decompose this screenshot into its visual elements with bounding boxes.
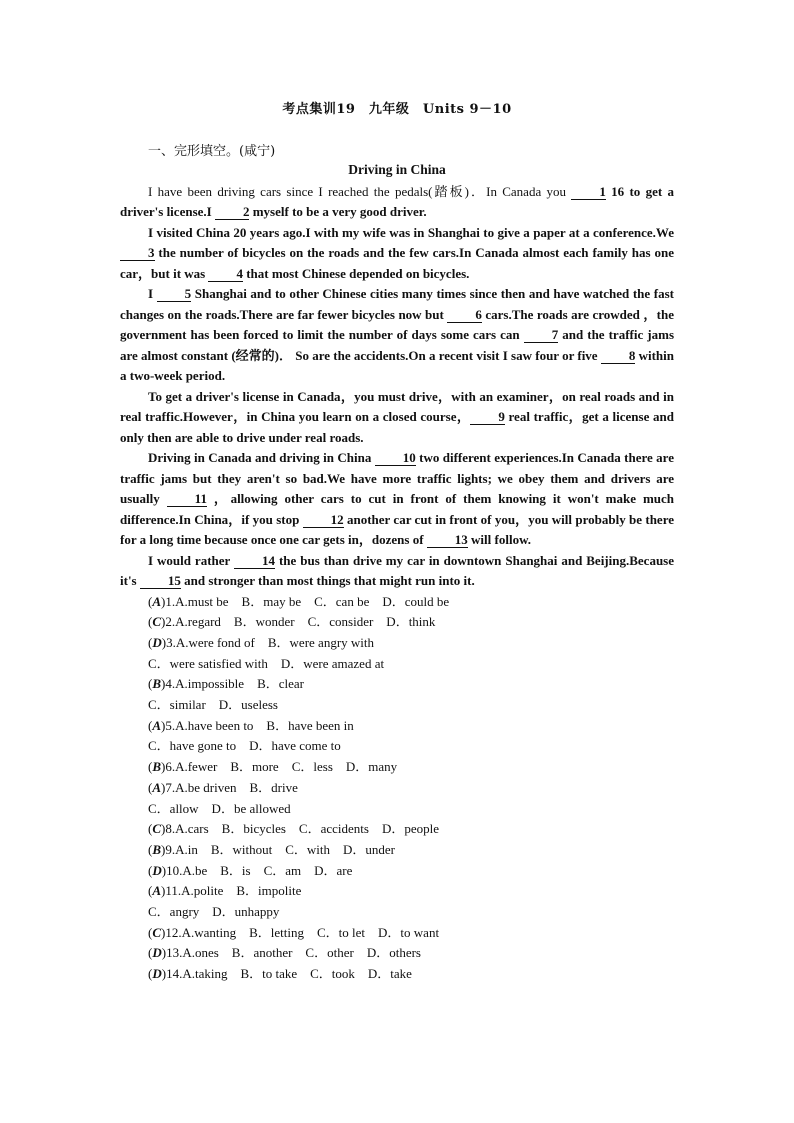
question-11-options-cont: C．angry D．unhappy [148,904,280,920]
text: I [148,286,157,301]
blank-6: 6 [447,307,482,323]
text: cars.The roads are crowded ，the government has been forced to limit the number of days some cars can [120,306,674,342]
blank-5: 5 [157,286,192,302]
question-list [120,592,674,985]
question-14: (D)14.A.taking B．to take C．took D．take [148,966,412,982]
blank-14: 14 [234,553,275,569]
question-4: (B)4.A.impossible B．clear [148,676,304,692]
question-options: )9.A.in B．without C．with D．under [161,841,396,857]
question-13: (D)13.A.ones B．another C．other D．others [148,945,421,961]
text: real traffic，get a license and only then are able to drive under real roads. [120,409,674,445]
blank-10: 10 [375,450,416,466]
passage-title: Driving in China [348,162,446,177]
question-9: (B)9.A.in B．without C．with D．under [148,841,396,857]
text: Shanghai and to other Chinese cities many times since then and have watched the fast changes on the roads.There are far fewer bicycles now but [120,286,675,322]
question-options: )8.A.cars B．bicycles C．accidents D．people [161,821,439,837]
page-title: 考点集训19 九年级 Units 9－10 [282,102,512,117]
answer-letter: C [152,821,162,837]
text: myself to be a very good driver. [249,204,427,219]
answer-letter: D [152,634,162,650]
question-3-options-cont: C．were satisfied with D．were amazed at [148,655,385,671]
question-options: )4.A.impossible B．clear [161,676,304,692]
paragraph-4 [120,387,674,449]
answer-letter: A [152,593,162,609]
question-5: (A)5.A.have been to B．have been in [148,717,354,733]
answer-letter: B [152,759,162,775]
blank-1: 1 [571,184,606,200]
answer-letter: A [152,779,162,795]
answer-letter: C [152,924,162,940]
question-options: )13.A.ones B．another C．other D．others [161,945,421,961]
question-4-options-cont: C．similar D．useless [148,697,278,713]
text: I have been driving cars since I reached the pedals(踏板)．In Canada you [148,183,572,199]
answer-letter: D [152,862,162,878]
paragraph-6 [120,551,674,592]
question-1: (A)1.A.must be B．may be C．can be D．could be [148,593,450,609]
text: another car cut in front of you，you will probably be there for a long time because once one car gets in，dozens of [120,511,674,547]
passage-body [120,160,674,985]
blank-15: 15 [140,573,181,589]
text: the bus than drive my car in downtown Shanghai and Beijing.Because it's [120,552,675,588]
paragraph-1 [120,182,674,223]
question-options: )11.A.polite B．impolite [161,883,302,899]
question-5-options-cont: C．have gone to D．have come to [148,738,341,754]
blank-2: 2 [215,204,250,220]
text: and stronger than most things that might run into it. [180,573,475,588]
question-8: (C)8.A.cars B．bicycles C．accidents D．people [148,821,439,837]
text: 16 to get a driver's license.I [120,183,674,219]
answer-letter: D [152,966,162,982]
blank-4: 4 [208,266,243,282]
text: To get a driver's license in Canada，you must drive，with an examiner，on real roads and in real traffic.However，in China you learn on a closed course， [120,388,674,424]
question-options: )10.A.be B．is C．am D．are [161,862,353,878]
blank-11: 11 [167,491,207,507]
question-2: (C)2.A.regard B．wonder C．consider D．think [148,614,436,630]
answer-letter: B [152,841,162,857]
question-11: (A)11.A.polite B．impolite [148,883,302,899]
text: that most Chinese depended on bicycles. [242,265,470,281]
blank-3: 3 [120,245,155,261]
answer-letter: C [152,614,162,630]
question-options: )5.A.have been to B．have been in [161,717,354,733]
question-3: (D)3.A.were fond of B．were angry with [148,634,375,650]
question-options: )12.A.wanting B．letting C．to let D．to want [161,924,440,940]
blank-12: 12 [303,512,344,528]
text: I visited China 20 years ago.I with my wife was in Shanghai to give a paper at a conference.We [148,224,674,240]
question-7: (A)7.A.be driven B．drive [148,779,298,795]
question-12: (C)12.A.wanting B．letting C．to let D．to want [148,924,440,940]
text: ，allowing other cars to cut in front of them knowing it won't make much difference.In China，if you stop [120,491,674,527]
question-6: (B)6.A.fewer B．more C．less D．many [148,759,398,775]
paragraph-3 [120,284,674,387]
question-options: )6.A.fewer B．more C．less D．many [161,759,398,775]
question-options: )7.A.be driven B．drive [161,779,298,795]
answer-letter: B [152,676,162,692]
text: Driving in Canada and driving in China [148,450,375,465]
answer-letter: D [152,945,162,961]
answer-letter: A [152,717,162,733]
blank-7: 7 [524,327,559,343]
question-options: )1.A.must be B．may be C．can be D．could be [161,593,450,609]
question-options: )14.A.taking B．to take C．took D．take [161,966,412,982]
paragraph-2 [120,223,674,285]
text: the number of bicycles on the roads and the few cars.In Canada almost each family has one car，but it was [120,245,674,281]
text: will follow. [467,532,531,547]
text: I would rather [148,552,235,568]
blank-8: 8 [601,348,636,364]
blank-9: 9 [470,409,505,425]
blank-13: 13 [427,532,468,548]
question-options: )3.A.were fond of B．were angry with [161,634,375,650]
text: within a two-week period. [120,347,674,383]
paragraph-5 [120,448,674,551]
section-heading: 一、完形填空。(咸宁) [148,144,276,159]
text: and the traffic jams are almost constant (经常的)． So are the accidents.On a recent visit I saw four or five [120,327,674,363]
answer-letter: A [152,883,162,899]
question-10: (D)10.A.be B．is C．am D．are [148,862,353,878]
text: two different experiences.In Canada there are traffic jams but they aren't so bad.We have more traffic lights; we obey them and drivers are usually [120,450,674,506]
question-options: )2.A.regard B．wonder C．consider D．think [161,614,436,630]
question-7-options-cont: C．allow D．be allowed [148,800,291,816]
